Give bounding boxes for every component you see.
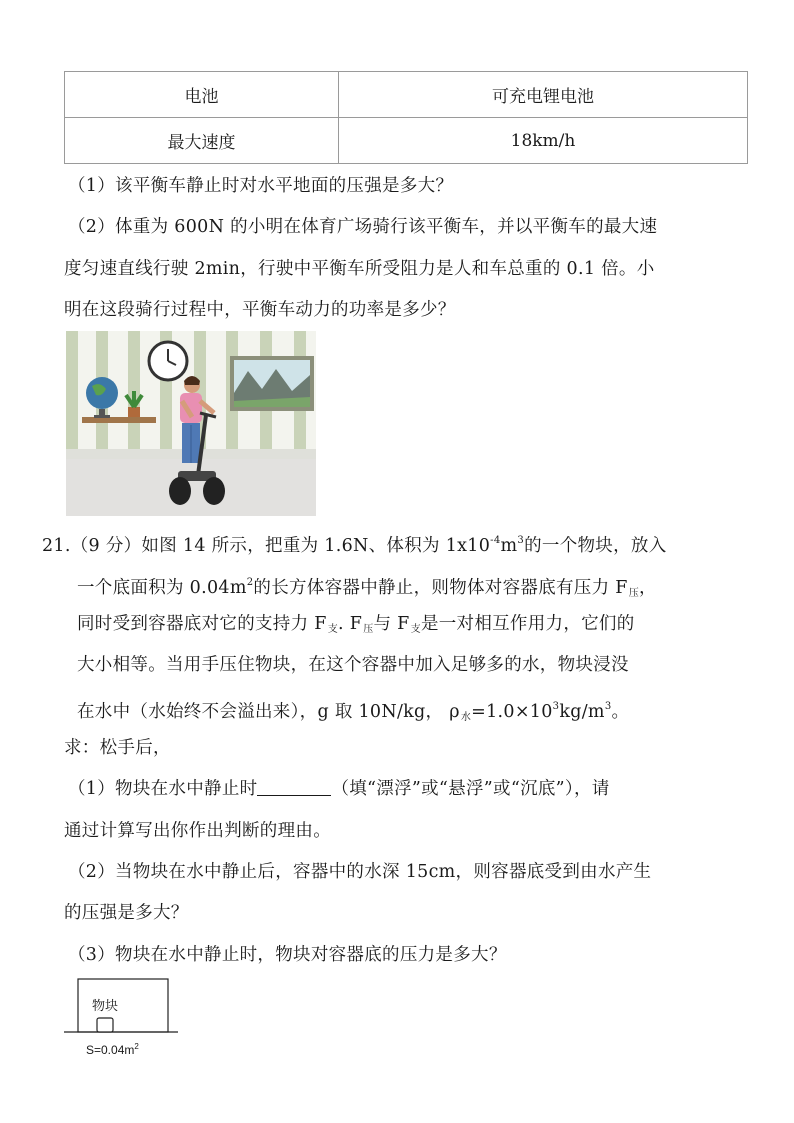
q21-l1-exponent: -4 bbox=[490, 535, 501, 546]
q21-l5-unit: kg/m bbox=[559, 702, 605, 722]
table-cell-value: 18km/h bbox=[338, 118, 747, 164]
q21-p1-options: （填“漂浮”或“悬浮”或“沉底”），请 bbox=[331, 779, 610, 799]
q21-l1-unit: m bbox=[500, 536, 518, 556]
q21-l3-mid1: . F bbox=[338, 614, 363, 634]
table-cell-name: 最大速度 bbox=[65, 118, 339, 164]
q21-l5-tail: 。 bbox=[611, 702, 630, 722]
q21-l3-mid2: 与 F bbox=[373, 614, 410, 634]
q21-l2-mid: 的长方体容器中静止，则物体对容器底有压力 F bbox=[253, 578, 628, 598]
q21-l5-exponent2: 3 bbox=[604, 701, 612, 712]
q21-l5-subscript: 水 bbox=[460, 712, 472, 723]
q21-l1-exponent2: 3 bbox=[517, 535, 525, 546]
q21-line4: 大小相等。当用手压住物块，在这个容器中加入足够多的水，物块浸没 bbox=[77, 655, 629, 675]
q21-part2-line1: （2）当物块在水中静止后，容器中的水深 15cm，则容器底受到由水产生 bbox=[68, 862, 652, 882]
area-label-exponent: 2 bbox=[134, 1042, 139, 1051]
q21-l5-text: 在水中（水始终不会溢出来），g 取 10N/kg， ρ bbox=[77, 702, 460, 722]
q21-l3-subscript2: 压 bbox=[363, 624, 374, 635]
block-label: 物块 bbox=[92, 998, 119, 1013]
table-cell-value: 可充电锂电池 bbox=[338, 72, 747, 118]
balance-scooter-illustration bbox=[66, 331, 316, 516]
container-diagram bbox=[64, 977, 184, 1061]
spec-table bbox=[64, 71, 748, 164]
q21-p1-text: （1）物块在水中静止时 bbox=[68, 779, 258, 799]
answer-blank[interactable] bbox=[257, 779, 331, 796]
q21-ask: 求：松手后， bbox=[64, 738, 171, 758]
q21-l5-mid: =1.0×10 bbox=[471, 702, 553, 722]
q21-line2 bbox=[77, 572, 657, 605]
q21-part1-line1 bbox=[68, 778, 610, 800]
q21-part1-line2: 通过计算写出你作出判断的理由。 bbox=[64, 821, 331, 841]
q20-part2-line2: 度匀速直线行驶 2min，行驶中平衡车所受阻力是人和车总重的 0.1 倍。小 bbox=[64, 259, 655, 279]
q20-part2-line1: （2）体重为 600N 的小明在体育广场骑行该平衡车，并以平衡车的最大速 bbox=[68, 217, 658, 237]
table-cell-name: 电池 bbox=[65, 72, 339, 118]
q21-line1 bbox=[42, 530, 667, 557]
q21-l1-text: 21.（9 分）如图 14 所示，把重为 1.6N、体积为 1x10 bbox=[42, 536, 491, 556]
q21-line5 bbox=[77, 696, 629, 729]
q20-part2-line3: 明在这段骑行过程中，平衡车动力的功率是多少？ bbox=[64, 300, 456, 320]
area-label bbox=[86, 1042, 139, 1057]
q21-l3-tail: 是一对相互作用力，它们的 bbox=[420, 614, 635, 634]
q21-l2-tail: ， bbox=[639, 578, 657, 598]
q21-l3-subscript1: 支 bbox=[327, 624, 339, 635]
q21-part2-line2: 的压强是多大？ bbox=[64, 903, 189, 923]
area-label-text: S=0.04m bbox=[86, 1043, 135, 1057]
q21-l2-exponent: 2 bbox=[246, 577, 254, 588]
table-row bbox=[65, 72, 748, 118]
q21-l3-subscript3: 支 bbox=[410, 624, 421, 635]
table-row bbox=[65, 118, 748, 164]
q21-part3: （3）物块在水中静止时，物块对容器底的压力是多大？ bbox=[68, 945, 507, 965]
q21-l2-subscript: 压 bbox=[628, 588, 640, 599]
container-outline bbox=[64, 977, 184, 1037]
q21-line3 bbox=[77, 613, 635, 641]
q21-l2-text: 一个底面积为 0.04m bbox=[77, 578, 247, 598]
q21-l1-tail: 的一个物块，放入 bbox=[524, 536, 667, 556]
q21-l3-text: 同时受到容器底对它的支持力 F bbox=[77, 614, 327, 634]
q20-part1: （1）该平衡车静止时对水平地面的压强是多大？ bbox=[68, 176, 454, 196]
q21-l5-exponent: 3 bbox=[552, 701, 560, 712]
block-shape bbox=[97, 1018, 113, 1032]
